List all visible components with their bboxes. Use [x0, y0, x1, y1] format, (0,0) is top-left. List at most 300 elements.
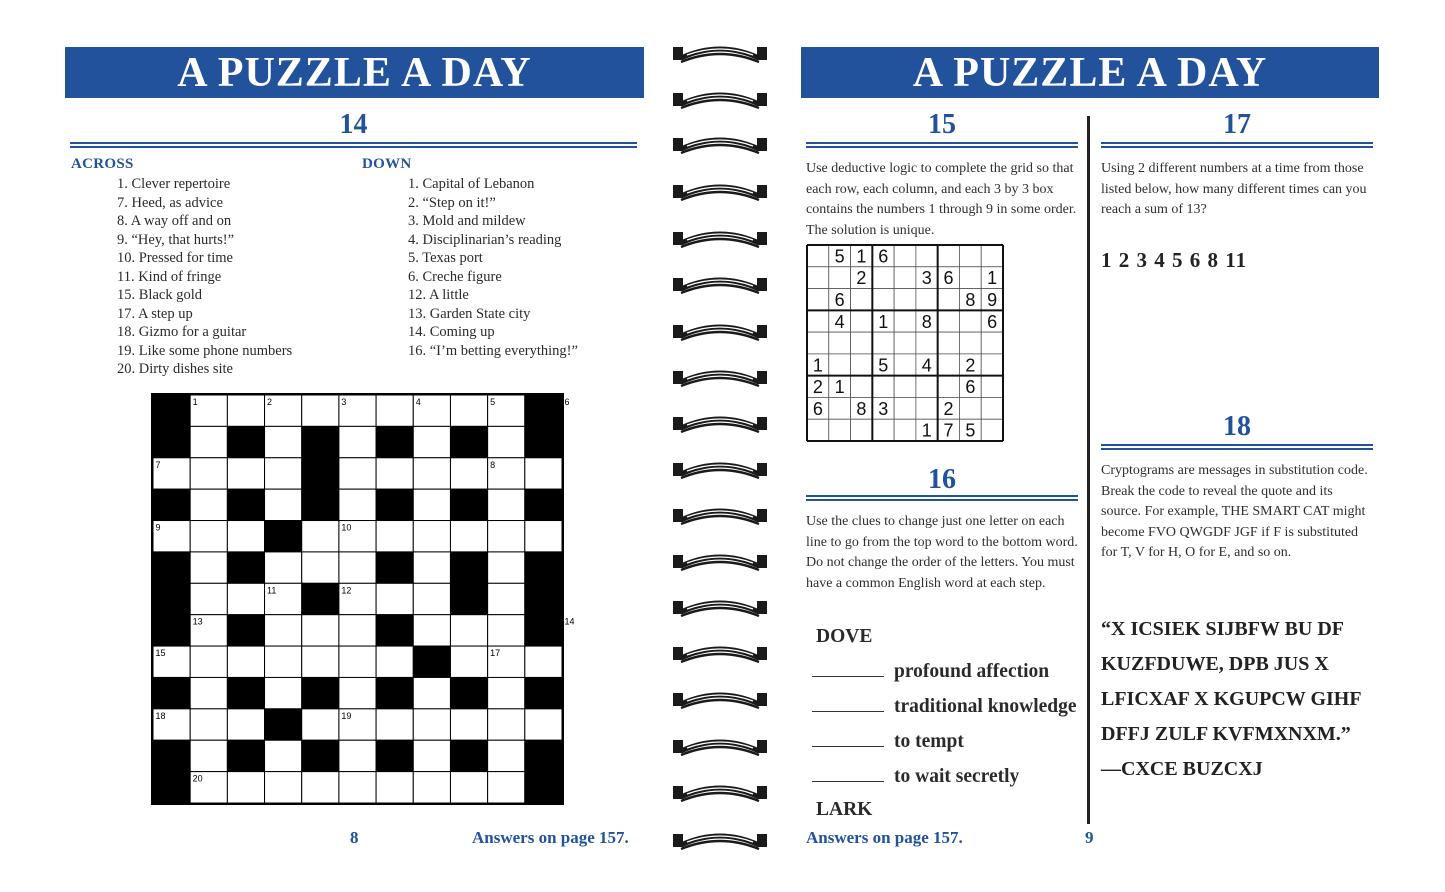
sudoku-given: 8 — [965, 289, 976, 310]
spiral-ring — [673, 504, 767, 526]
sudoku-cell[interactable] — [829, 332, 851, 354]
crossword-clue-number: 2 — [267, 397, 273, 407]
spiral-ring — [673, 596, 767, 618]
crossword-black-cell — [376, 615, 413, 646]
sudoku-cell[interactable] — [894, 245, 916, 267]
clue-item: 5. Texas port — [408, 250, 483, 266]
left-answers-note: Answers on page 157. — [472, 828, 629, 847]
crossword-cell[interactable] — [413, 583, 450, 614]
crossword-black-cell — [376, 489, 413, 520]
cryptogram-line: LFICXAF X KGUPCW GIHF — [1101, 688, 1362, 710]
crossword-cell[interactable] — [339, 615, 376, 646]
crossword-cell[interactable] — [413, 615, 450, 646]
crossword-cell[interactable] — [227, 395, 264, 426]
crossword-clue-number: 7 — [155, 459, 161, 470]
crossword-clue-number: 10 — [341, 522, 352, 533]
crossword-black-cell — [153, 615, 190, 646]
crossword-cell[interactable] — [450, 521, 487, 552]
sudoku-cell[interactable] — [851, 376, 873, 398]
sudoku-given: 3 — [878, 398, 889, 419]
crossword-cell[interactable] — [190, 458, 227, 489]
crossword-grid — [151, 393, 575, 805]
spiral-ring — [673, 412, 767, 434]
crossword-black-cell — [153, 489, 190, 520]
crossword-black-cell — [302, 677, 339, 708]
spiral-ring — [673, 320, 767, 342]
right-page-number: 9 — [1085, 828, 1094, 847]
crossword-cell[interactable] — [450, 615, 487, 646]
puzzle-17-number: 17 — [1223, 109, 1251, 140]
spiral-ring — [673, 180, 767, 202]
cryptogram — [1101, 612, 1362, 787]
sudoku-cell[interactable] — [938, 376, 960, 398]
crossword-black-cell — [265, 709, 302, 740]
spiral-ring — [673, 829, 767, 851]
sudoku-given: 5 — [834, 246, 845, 267]
sudoku-given: 2 — [856, 268, 867, 289]
crossword-clue-number: 12 — [341, 585, 352, 596]
sudoku-given: 8 — [856, 398, 867, 419]
crossword-cell[interactable] — [265, 615, 302, 646]
crossword-cell[interactable] — [265, 677, 302, 708]
spiral-ring — [673, 781, 767, 803]
right-answers-note: Answers on page 157. — [806, 828, 963, 847]
sudoku-given: 5 — [965, 420, 976, 441]
cryptogram-line: “X ICSIEK SIJBFW BU DF — [1101, 618, 1345, 640]
sudoku-cell[interactable] — [872, 332, 894, 354]
spiral-ring — [673, 458, 767, 480]
crossword-cell[interactable] — [265, 489, 302, 520]
ladder-clue: to tempt — [894, 731, 964, 752]
sudoku-given: 7 — [943, 420, 954, 441]
crossword-black-cell — [153, 740, 190, 771]
sudoku-cell[interactable] — [959, 397, 981, 419]
crossword-cell[interactable] — [190, 521, 227, 552]
crossword-clue-number: 1 — [192, 397, 198, 407]
sudoku-cell[interactable] — [981, 397, 1003, 419]
crossword-cell[interactable] — [413, 552, 450, 583]
ladder-blank[interactable] — [812, 711, 884, 712]
crossword-cell[interactable] — [450, 395, 487, 426]
ladder-blank[interactable] — [812, 746, 884, 747]
crossword-black-cell — [302, 740, 339, 771]
crossword-cell[interactable] — [302, 772, 339, 803]
sudoku-cell[interactable] — [938, 354, 960, 376]
ladder-blank[interactable] — [812, 781, 884, 782]
sudoku-given: 6 — [878, 246, 889, 267]
crossword-black-cell — [525, 395, 562, 426]
crossword-black-cell — [227, 677, 264, 708]
crossword-cell[interactable] — [302, 709, 339, 740]
crossword-cell[interactable] — [488, 740, 525, 771]
crossword-cell[interactable] — [413, 521, 450, 552]
crossword-black-cell — [376, 552, 413, 583]
crossword-clue-number: 9 — [155, 522, 161, 533]
crossword-cell[interactable] — [376, 772, 413, 803]
crossword-black-cell — [227, 615, 264, 646]
crossword-cell[interactable] — [190, 709, 227, 740]
crossword-clue-number: 11 — [267, 585, 277, 596]
sudoku-cell[interactable] — [807, 289, 829, 311]
across-clue-list — [117, 175, 292, 379]
sudoku-cell[interactable] — [938, 289, 960, 311]
puzzle-14-number: 14 — [339, 109, 368, 140]
crossword-cell[interactable] — [302, 646, 339, 677]
crossword-cell[interactable] — [302, 615, 339, 646]
sudoku-cell[interactable] — [916, 245, 938, 267]
ladder-step-3[interactable] — [812, 731, 964, 753]
crossword-cell[interactable] — [190, 489, 227, 520]
spiral-ring — [673, 735, 767, 757]
left-page-number: 8 — [350, 828, 359, 847]
crossword-cell[interactable] — [488, 583, 525, 614]
crossword-cell[interactable] — [450, 772, 487, 803]
crossword-black-cell — [525, 489, 562, 520]
sudoku-cell[interactable] — [851, 354, 873, 376]
clue-item: 17. A step up — [117, 305, 193, 322]
ladder-step-2[interactable] — [812, 696, 1077, 718]
puzzle-16-rule — [806, 495, 1078, 501]
crossword-cell[interactable] — [265, 740, 302, 771]
puzzle-18-number: 18 — [1223, 411, 1251, 442]
crossword-cell[interactable] — [376, 709, 413, 740]
clue-item: 2. “Step on it!” — [408, 194, 496, 211]
crossword-cell[interactable] — [525, 521, 562, 552]
sudoku-cell[interactable] — [959, 245, 981, 267]
crossword-clue-number: 5 — [490, 397, 496, 407]
sudoku-cell[interactable] — [959, 267, 981, 289]
crossword-black-cell — [450, 489, 487, 520]
sudoku-cell[interactable] — [916, 397, 938, 419]
puzzle-17-numbers: 1 2 3 4 5 6 8 11 — [1101, 248, 1248, 272]
sudoku-given: 4 — [921, 355, 932, 376]
sudoku-cell[interactable] — [916, 332, 938, 354]
clue-item: 20. Dirty dishes site — [117, 361, 233, 377]
puzzle-18-instructions: Cryptograms are messages in substitution code. Break the code to reveal the quote and its source. For example, THE SMART CAT might become FVO QWGDF JGF if F is substituted for T, V for H, O for E, and so on. — [1101, 463, 1368, 560]
sudoku-cell[interactable] — [807, 419, 829, 441]
crossword-cell[interactable] — [227, 583, 264, 614]
sudoku-grid — [806, 244, 1004, 443]
crossword-cell[interactable] — [339, 646, 376, 677]
banner-right: A PUZZLE A DAY — [801, 47, 1379, 98]
crossword-clue-number: 16 — [415, 648, 426, 659]
sudoku-given: 6 — [834, 289, 845, 310]
sudoku-cell[interactable] — [872, 419, 894, 441]
crossword-cell[interactable] — [227, 646, 264, 677]
sudoku-cell[interactable] — [894, 332, 916, 354]
crossword-black-cell — [376, 740, 413, 771]
sudoku-cell[interactable] — [981, 419, 1003, 441]
crossword-cell[interactable] — [488, 521, 525, 552]
crossword-cell[interactable] — [488, 552, 525, 583]
sudoku-cell[interactable] — [807, 310, 829, 332]
crossword-black-cell — [227, 740, 264, 771]
crossword-cell[interactable] — [376, 583, 413, 614]
crossword-cell[interactable] — [339, 458, 376, 489]
crossword-cell[interactable] — [339, 426, 376, 457]
ladder-step-1[interactable] — [812, 661, 1049, 683]
crossword-black-cell — [227, 489, 264, 520]
sudoku-given: 4 — [834, 311, 845, 332]
spiral-ring — [673, 688, 767, 710]
crossword-cell[interactable] — [450, 458, 487, 489]
sudoku-given: 2 — [965, 355, 976, 376]
crossword-cell[interactable] — [227, 458, 264, 489]
crossword-clue-number: 15 — [155, 648, 166, 659]
sudoku-cell[interactable] — [894, 289, 916, 311]
crossword-cell[interactable] — [488, 677, 525, 708]
crossword-cell[interactable] — [413, 677, 450, 708]
spiral-ring — [673, 642, 767, 664]
crossword-black-cell — [450, 740, 487, 771]
crossword-black-cell — [450, 552, 487, 583]
sudoku-given: 5 — [878, 355, 889, 376]
clue-item: 4. Disciplinarian’s reading — [408, 231, 562, 248]
sudoku-given: 1 — [856, 246, 867, 267]
crossword-cell[interactable] — [339, 772, 376, 803]
sudoku-given: 3 — [921, 268, 932, 289]
clue-item: 1. Capital of Lebanon — [408, 176, 535, 192]
clue-item: 15. Black gold — [117, 287, 202, 303]
crossword-cell[interactable] — [190, 740, 227, 771]
crossword-black-cell — [153, 772, 190, 803]
ladder-clue: profound affection — [894, 661, 1050, 682]
crossword-cell[interactable] — [413, 458, 450, 489]
sudoku-cell[interactable] — [916, 376, 938, 398]
crossword-cell[interactable] — [190, 552, 227, 583]
crossword-black-cell — [227, 426, 264, 457]
crossword-cell[interactable] — [413, 709, 450, 740]
sudoku-cell[interactable] — [938, 332, 960, 354]
puzzle-15-instructions: Use deductive logic to complete the grid so that each row, each column, and each 3 by 3 box contains the numbers 1 through 9 in some order. The solution is unique. — [806, 161, 1077, 238]
sudoku-cell[interactable] — [981, 354, 1003, 376]
crossword-cell[interactable] — [413, 772, 450, 803]
crossword-black-cell — [227, 552, 264, 583]
sudoku-cell[interactable] — [916, 289, 938, 311]
clue-item: 14. Coming up — [408, 324, 495, 340]
crossword-cell[interactable] — [190, 677, 227, 708]
crossword-cell[interactable] — [339, 677, 376, 708]
crossword-cell[interactable] — [488, 772, 525, 803]
sudoku-given: 1 — [812, 355, 823, 376]
crossword-black-cell — [153, 426, 190, 457]
ladder-top-word: DOVE — [816, 626, 873, 647]
crossword-cell[interactable] — [190, 426, 227, 457]
sudoku-cell[interactable] — [894, 376, 916, 398]
sudoku-cell[interactable] — [872, 376, 894, 398]
crossword-cell[interactable] — [265, 646, 302, 677]
sudoku-cell[interactable] — [959, 332, 981, 354]
sudoku-given: 2 — [943, 398, 954, 419]
spiral-ring — [673, 133, 767, 155]
crossword-cell[interactable] — [376, 395, 413, 426]
crossword-clue-number: 20 — [192, 773, 203, 784]
clue-item: 9. “Hey, that hurts!” — [117, 231, 235, 248]
ladder-blank[interactable] — [812, 676, 884, 677]
crossword-black-cell — [302, 426, 339, 457]
spiral-ring — [673, 273, 767, 295]
ladder-step-4[interactable] — [812, 766, 1019, 788]
cryptogram-line: KUZFDUWE, DPB JUS X — [1101, 653, 1329, 675]
sudoku-cell[interactable] — [981, 376, 1003, 398]
puzzle-16-instructions: Use the clues to change just one letter on each line to go from the top word to the bottom word. Do not change the order of the letters. You must have a common English word at each step. — [806, 514, 1078, 591]
crossword-cell[interactable] — [227, 772, 264, 803]
clue-item: 19. Like some phone numbers — [117, 342, 293, 359]
down-clue-list — [408, 175, 578, 360]
crossword-cell[interactable] — [413, 740, 450, 771]
ladder-clue: traditional knowledge — [894, 696, 1077, 717]
crossword-black-cell — [450, 677, 487, 708]
sudoku-cell[interactable] — [851, 419, 873, 441]
crossword-clue-number: 8 — [490, 459, 496, 470]
crossword-cell[interactable] — [302, 521, 339, 552]
sudoku-cell[interactable] — [851, 310, 873, 332]
sudoku-given: 2 — [812, 377, 823, 398]
clue-item: 18. Gizmo for a guitar — [117, 324, 247, 340]
ladder-clue: to wait secretly — [894, 766, 1020, 787]
crossword-black-cell — [450, 583, 487, 614]
sudoku-cell[interactable] — [894, 267, 916, 289]
puzzle-17-instructions: Using 2 different numbers at a time from those listed below, how many different times can you reach a sum of 13? — [1101, 161, 1367, 217]
sudoku-cell[interactable] — [938, 245, 960, 267]
crossword-clue-number: 3 — [341, 397, 347, 407]
crossword-cell[interactable] — [525, 646, 562, 677]
crossword-black-cell — [525, 552, 562, 583]
crossword-cell[interactable] — [265, 552, 302, 583]
crossword-cell[interactable] — [376, 521, 413, 552]
sudoku-cell[interactable] — [894, 419, 916, 441]
sudoku-cell[interactable] — [807, 245, 829, 267]
crossword-black-cell — [376, 426, 413, 457]
sudoku-cell[interactable] — [851, 332, 873, 354]
crossword-black-cell — [525, 426, 562, 457]
crossword-cell[interactable] — [265, 772, 302, 803]
crossword-clue-number: 18 — [155, 710, 166, 721]
sudoku-cell[interactable] — [829, 419, 851, 441]
crossword-black-cell — [450, 426, 487, 457]
spiral-ring — [673, 88, 767, 110]
crossword-black-cell — [153, 395, 190, 426]
sudoku-cell[interactable] — [872, 289, 894, 311]
down-heading: DOWN — [362, 156, 412, 172]
crossword-cell[interactable] — [339, 552, 376, 583]
sudoku-given: 1 — [987, 268, 998, 289]
crossword-black-cell — [302, 583, 339, 614]
crossword-clue-number: 17 — [490, 648, 501, 659]
sudoku-cell[interactable] — [807, 267, 829, 289]
sudoku-cell[interactable] — [894, 397, 916, 419]
crossword-cell[interactable] — [302, 552, 339, 583]
crossword-cell[interactable] — [265, 458, 302, 489]
crossword-cell[interactable] — [413, 426, 450, 457]
ladder-bottom-word: LARK — [816, 799, 873, 820]
crossword-cell[interactable] — [450, 646, 487, 677]
puzzle-18-rule — [1101, 444, 1373, 450]
sudoku-given: 6 — [965, 377, 976, 398]
crossword-black-cell — [525, 740, 562, 771]
crossword-cell[interactable] — [339, 740, 376, 771]
sudoku-cell[interactable] — [894, 354, 916, 376]
crossword-black-cell — [525, 772, 562, 803]
crossword-black-cell — [376, 677, 413, 708]
crossword-cell[interactable] — [488, 615, 525, 646]
crossword-clue-number: 13 — [192, 616, 203, 627]
crossword-black-cell — [153, 583, 190, 614]
sudoku-given: 6 — [812, 398, 823, 419]
clue-item: 13. Garden State city — [408, 305, 531, 322]
crossword-cell[interactable] — [488, 426, 525, 457]
sudoku-cell[interactable] — [851, 289, 873, 311]
crossword-cell[interactable] — [488, 709, 525, 740]
crossword-cell[interactable] — [190, 583, 227, 614]
crossword-cell[interactable] — [227, 709, 264, 740]
puzzle-16-number: 16 — [928, 464, 956, 495]
sudoku-given: 9 — [987, 289, 998, 310]
across-heading: ACROSS — [71, 156, 134, 172]
sudoku-cell[interactable] — [829, 267, 851, 289]
crossword-black-cell — [153, 677, 190, 708]
spiral-ring — [673, 550, 767, 572]
sudoku-given: 1 — [834, 377, 845, 398]
crossword-cell[interactable] — [376, 646, 413, 677]
crossword-black-cell — [525, 615, 562, 646]
sudoku-cell[interactable] — [872, 267, 894, 289]
crossword-black-cell — [302, 458, 339, 489]
sudoku-cell[interactable] — [894, 310, 916, 332]
sudoku-cell[interactable] — [959, 310, 981, 332]
spiral-ring — [673, 227, 767, 249]
crossword-black-cell — [153, 552, 190, 583]
crossword-cell[interactable] — [190, 646, 227, 677]
spiral-ring — [673, 42, 767, 64]
clue-item: 10. Pressed for time — [117, 250, 233, 266]
puzzle-15-number: 15 — [928, 109, 956, 140]
crossword-cell[interactable] — [339, 489, 376, 520]
clue-item: 16. “I’m betting everything!” — [408, 342, 578, 359]
crossword-cell[interactable] — [227, 521, 264, 552]
crossword-clue-number: 4 — [415, 397, 421, 407]
clue-item: 8. A way off and on — [117, 213, 232, 229]
clue-item: 6. Creche figure — [408, 268, 502, 285]
sudoku-cell[interactable] — [807, 332, 829, 354]
clue-item: 11. Kind of fringe — [117, 268, 222, 285]
puzzle-17-rule — [1101, 142, 1373, 148]
sudoku-cell[interactable] — [981, 332, 1003, 354]
crossword-cell[interactable] — [265, 426, 302, 457]
crossword-cell[interactable] — [450, 709, 487, 740]
sudoku-given: 6 — [987, 311, 998, 332]
crossword-cell[interactable] — [376, 458, 413, 489]
cryptogram-source: —CXCE BUZCXJ — [1101, 758, 1263, 780]
crossword-black-cell — [265, 521, 302, 552]
crossword-cell[interactable] — [488, 489, 525, 520]
sudoku-cell[interactable] — [938, 310, 960, 332]
sudoku-cell[interactable] — [829, 397, 851, 419]
crossword-clue-number: 19 — [341, 710, 352, 721]
crossword-cell[interactable] — [413, 489, 450, 520]
crossword-cell[interactable] — [302, 395, 339, 426]
clue-item: 3. Mold and mildew — [408, 213, 526, 229]
cryptogram-line: DFFJ ZULF KVFMXNXM.” — [1101, 723, 1351, 745]
clue-item: 12. A little — [408, 287, 469, 303]
sudoku-cell[interactable] — [981, 245, 1003, 267]
sudoku-cell[interactable] — [829, 354, 851, 376]
crossword-clue-number: 6 — [564, 397, 570, 407]
crossword-cell[interactable] — [525, 709, 562, 740]
banner-left: A PUZZLE A DAY — [65, 47, 644, 98]
crossword-cell[interactable] — [525, 458, 562, 489]
clue-item: 7. Heed, as advice — [117, 194, 223, 211]
